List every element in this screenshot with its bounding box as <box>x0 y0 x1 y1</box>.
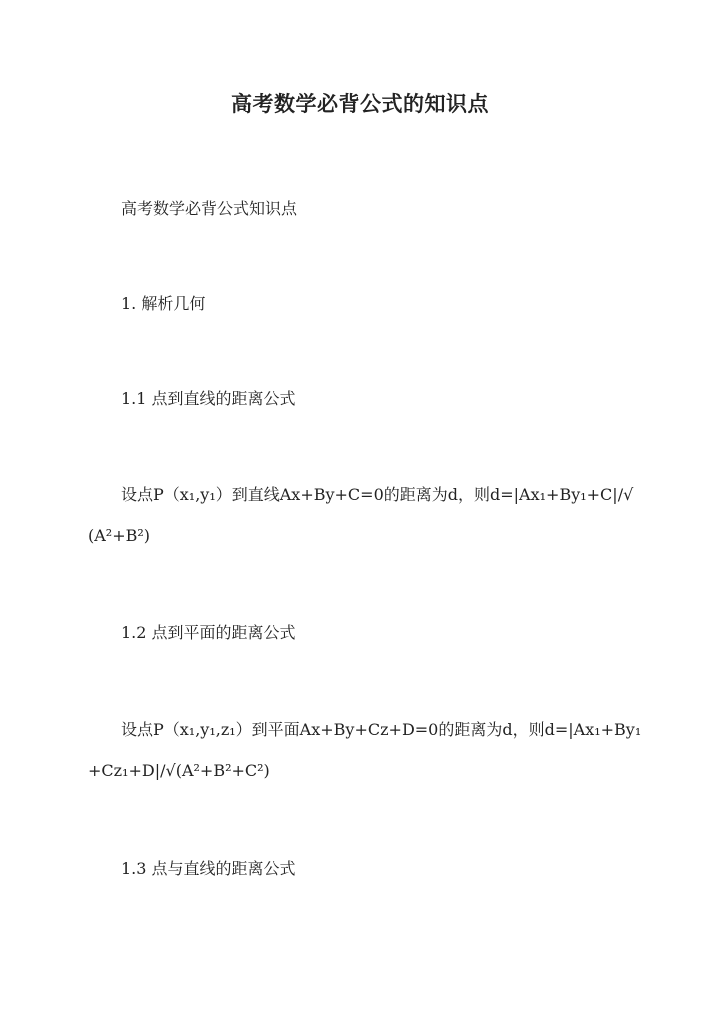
document-title: 高考数学必背公式的知识点 <box>231 91 489 116</box>
section-heading-point-and-line-distance: 1.3 点与直线的距离公式 <box>121 859 296 878</box>
formula-point-plane-distance: 设点P（x₁,y₁,z₁）到平面Ax+By+Cz+D=0的距离为d，则d=|Ax₁+By₁+Cz₁+D|/√(A²+B²+C²) <box>88 720 642 780</box>
section-heading-point-line-distance: 1.1 点到直线的距离公式 <box>121 389 296 408</box>
section-heading-analytic-geometry: 1. 解析几何 <box>121 294 206 313</box>
section-heading-point-plane-distance: 1.2 点到平面的距离公式 <box>121 623 296 642</box>
formula-point-line-distance: 设点P（x₁,y₁）到直线Ax+By+C=0的距离为d，则d=|Ax₁+By₁+C|/√(A²+B²) <box>88 485 634 545</box>
document-subtitle: 高考数学必背公式知识点 <box>121 199 298 218</box>
